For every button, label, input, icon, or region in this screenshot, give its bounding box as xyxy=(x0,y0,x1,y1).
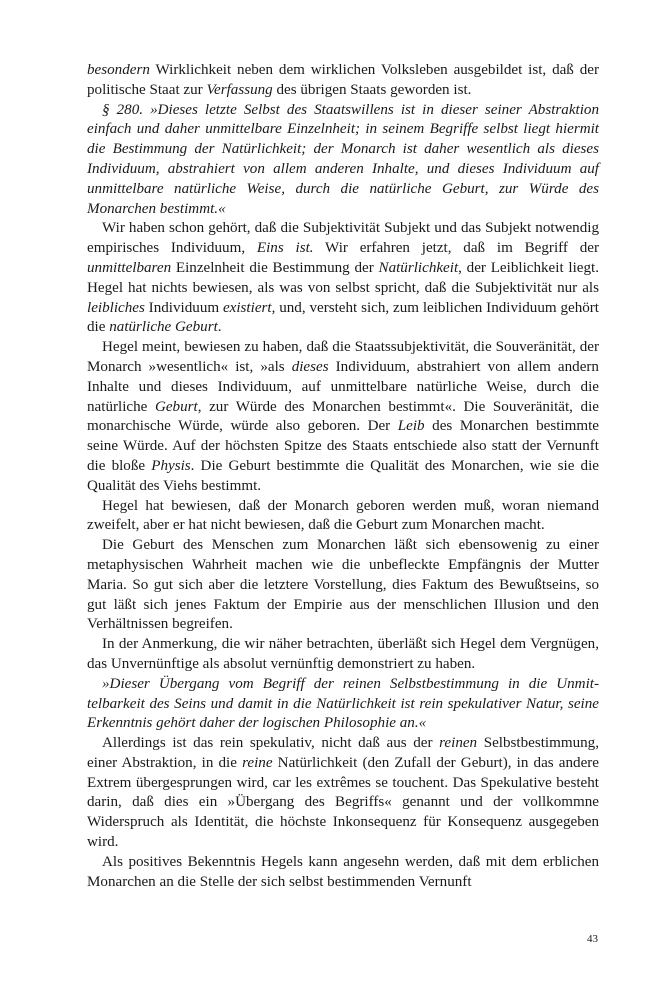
text-run: . xyxy=(217,319,222,336)
emphasis-text: Physis xyxy=(151,457,191,474)
emphasis-text: Geburt xyxy=(154,398,198,415)
quote-section-280 xyxy=(87,101,599,220)
paragraph xyxy=(87,635,599,675)
text-run: , zur Würde des Monarchen bestimmt«. Die Souveränität, die monarchische Würde, würde also geboren. Der xyxy=(87,398,599,435)
text-run: , und, versteht sich, zum leiblichen Individuum gehört die xyxy=(87,299,600,336)
paragraph xyxy=(87,853,599,893)
emphasis-text: Verfassung xyxy=(206,81,273,98)
text-run: § 280. »Dieses letzte Selbst des Staatswillens ist in dieser seiner Abstraktion einfach und daher unmittelbare Einzelnheit; in seinem Begriffe selbst liegt hiermit die Bestimmung der Natürlichkeit; der Monarch ist daher wesentlich als dieses Individuum, abstrahiert von allem anderen Inhalte, und dieses Individuum auf unmittelbare natürliche Weise, durch die natürliche Geburt, zur Würde des Monarchen bestimmt.« xyxy=(87,101,599,217)
emphasis-text: natürliche Geburt xyxy=(109,319,218,336)
paragraph xyxy=(87,497,599,537)
paragraph xyxy=(87,219,599,338)
text-run: Als positives Bekenntnis Hegels kann angesehn werden, daß mit dem erblichen Monarchen an die Stelle der sich selbst bestimmenden Vernunft xyxy=(87,853,599,890)
emphasis-text: besondern xyxy=(87,62,150,78)
emphasis-text: unmittelbaren xyxy=(87,259,172,276)
emphasis-text: leibliches xyxy=(87,299,145,316)
text-run: Hegel hat bewiesen, daß der Monarch geboren werden muß, woran niemand zweifelt, aber er hat nicht bewiesen, daß die Geburt zum Monarchen macht. xyxy=(87,497,599,534)
text-run: Wir haben schon gehört, daß die Subjektivität Subjekt und das Subjekt notwendig empirisches Individuum, xyxy=(87,220,599,257)
text-run: Einzelnheit die Bestimmung der xyxy=(171,259,379,276)
emphasis-text: existiert xyxy=(222,299,272,316)
quote-anmerkung xyxy=(87,675,599,734)
paragraph-continuation xyxy=(87,61,599,101)
text-run: Wir erfahren jetzt, daß im Begriff der xyxy=(313,240,599,257)
text-run: Individuum xyxy=(144,299,223,316)
emphasis-text: Leib xyxy=(397,418,425,435)
text-run: »Dieser Übergang vom Begriff der reinen Selbstbestimmung in die Unmittelbarkeit des Seins und damit in die Natürlichkeit ist rein spekulativer Natur, seine Erkenntnis gehört daher der logischen Philosophie an.« xyxy=(87,675,599,732)
page-number: 43 xyxy=(587,933,598,945)
body-text xyxy=(87,61,599,892)
emphasis-text: reinen xyxy=(439,735,478,752)
text-run: des übrigen Staats geworden ist. xyxy=(272,81,472,98)
text-run: , der Leiblichkeit liegt. Hegel hat nichts bewiesen, als was von selbst spricht, daß die Subjektivität nur als xyxy=(87,259,599,296)
text-run: Natürlichkeit (den Zufall der Geburt), in das andere Extrem übergesprungen wird, car les extrêmes se touchent. Das Spekulative besteht darin, daß dies ein »Übergang des Begriffs« genannt und der vollkommne Widerspruch als Identität, die höchste Inkonsequenz für Konsequenz ausgegeben wird. xyxy=(87,754,599,851)
text-run: Allerdings ist das rein spekulativ, nicht daß aus der xyxy=(102,735,440,752)
text-run: Die Geburt des Menschen zum Monarchen läßt sich ebensowenig zu einer metaphysischen Wahrheit machen wie die unbefleckte Empfängnis der Mutter Maria. So gut sich aber die letztere Vorstellung, dies Faktum des Bewußtseins, so gut läßt sich jenes Faktum der Empirie aus der menschlichen Illusion und den Verhältnissen begreifen. xyxy=(87,537,599,633)
text-run: Individuum, abstrahiert von allem andern Inhalte und dieses Individuum, auf unmittelbare natürliche Weise, durch die natürliche xyxy=(87,358,599,415)
text-run: Wirklichkeit neben dem wirklichen Volksleben ausgebildet ist, daß der politische Staat zur xyxy=(87,62,599,98)
paragraph xyxy=(87,338,599,496)
emphasis-text: Eins ist. xyxy=(256,240,314,257)
paragraph xyxy=(87,536,599,635)
text-run: des Monarchen bestimmte seine Würde. Auf der höchsten Spitze des Staats entschiede also statt der Vernunft die bloße xyxy=(87,418,599,474)
text-run: In der Anmerkung, die wir näher betrachten, überläßt sich Hegel dem Vergnügen, das Unvernünftige als absolut vernünftig demonstriert zu haben. xyxy=(87,636,599,672)
emphasis-text: reine xyxy=(242,754,273,771)
text-run: Hegel meint, bewiesen zu haben, daß die Staatssubjektivität, die Souveränität, der Monarch »wesentlich« ist, »als xyxy=(87,339,599,375)
emphasis-text: Natürlichkeit xyxy=(378,259,459,276)
emphasis-text: dieses xyxy=(291,358,329,375)
paragraph xyxy=(87,734,599,853)
text-run: . Die Geburt bestimmte die Qualität des Monarchen, wie sie die Qualität des Viehs bestimmt. xyxy=(87,457,599,494)
text-run: Selbstbestimmung, einer Abstraktion, in die xyxy=(87,735,600,771)
